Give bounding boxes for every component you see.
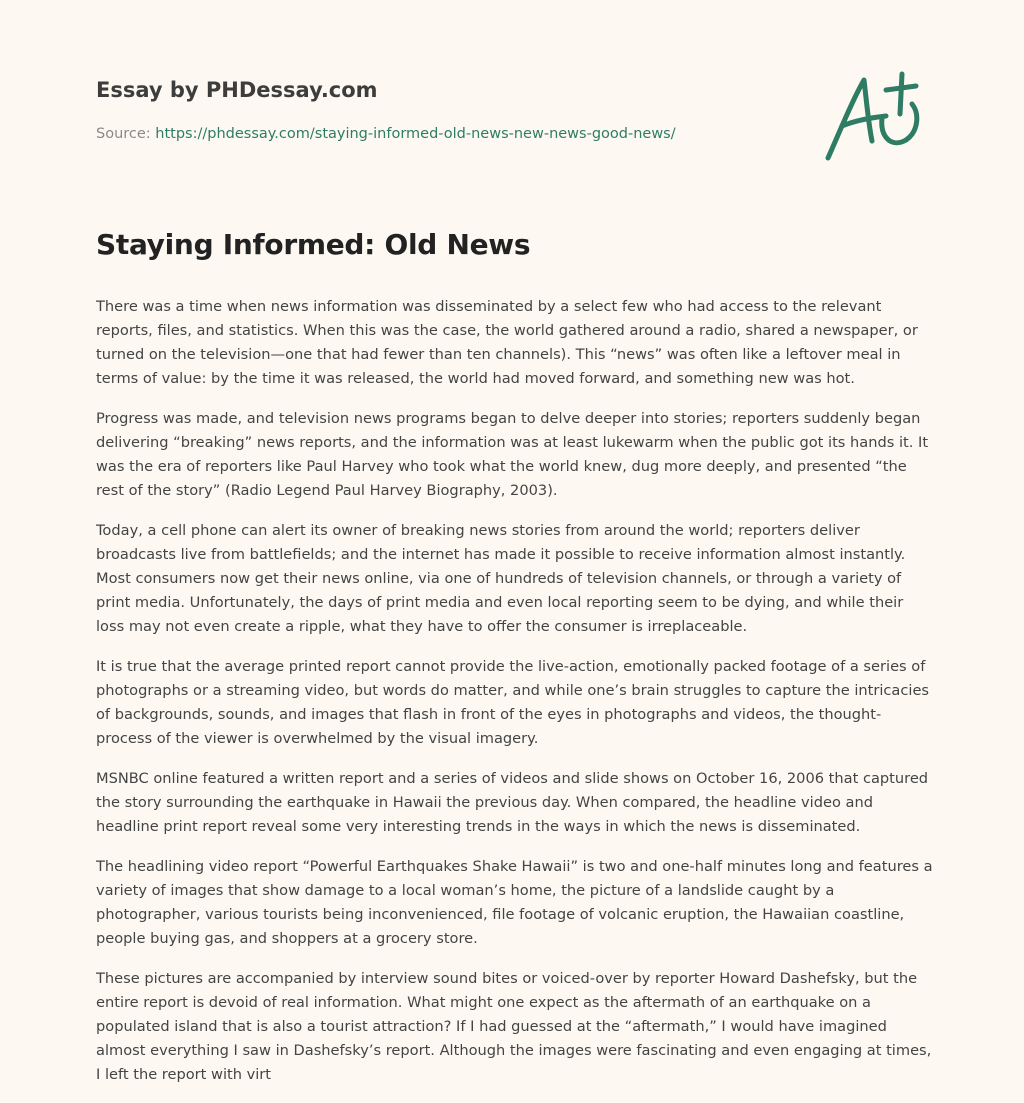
- essay-title: Staying Informed: Old News: [96, 228, 531, 261]
- a-plus-grade-icon: [820, 66, 930, 166]
- essay-paragraph: It is true that the average printed report cannot provide the live-action, emotionally packed footage of a series of photographs or a streaming video, but words do matter, and while one’s brain struggles to capture the intricacies of backgrounds, sounds, and images that flash in front of the eyes in photographs and videos, the thought-process of the viewer is overwhelmed by the visual imagery.: [96, 658, 930, 747]
- essay-paragraph: There was a time when news information was disseminated by a select few who had access to the relevant reports, files, and statistics. When this was the case, the world gathered around a radio, shared a newspaper, or turned on the television—one that had fewer than ten channels). This “news” was often like a leftover meal in terms of value: by the time it was released, the world had moved forward, and something new was hot.: [96, 298, 918, 387]
- site-brand: Essay by PHDessay.com: [96, 78, 378, 102]
- essay-paragraph: Progress was made, and television news programs began to delve deeper into stories; reporters suddenly began delivering “breaking” news reports, and the information was at least lukewarm when the public got its hands it. It was the era of reporters like Paul Harvey who took what the world knew, dug more deeply, and presented “the rest of the story” (Radio Legend Paul Harvey Biography, 2003).: [96, 410, 929, 499]
- source-link[interactable]: https://phdessay.com/staying-informed-old-news-new-news-good-news/: [155, 126, 676, 142]
- essay-header: [96, 76, 796, 144]
- essay-paragraph: These pictures are accompanied by interview sound bites or voiced-over by reporter Howard Dashefsky, but the entire report is devoid of real information. What might one expect as the aftermath of an earthquake on a populated island that is also a tourist attraction? If I had guessed at the “aftermath,” I would have imagined almost everything I saw in Dashefsky’s report. Although the images were fascinating and even engaging at times, I left the report with virt: [96, 970, 932, 1083]
- source-line: [96, 124, 796, 144]
- essay-body: [96, 226, 936, 1103]
- source-label: Source:: [96, 126, 151, 142]
- essay-paragraph: Today, a cell phone can alert its owner of breaking news stories from around the world; reporters deliver broadcasts live from battlefields; and the internet has made it possible to receive information almost instantly. Most consumers now get their news online, via one of hundreds of television channels, or through a variety of print media. Unfortunately, the days of print media and even local reporting seem to be dying, and while their loss may not even create a ripple, what they have to offer the consumer is irreplaceable.: [96, 522, 906, 635]
- essay-paragraph: The headlining video report “Powerful Earthquakes Shake Hawaii” is two and one-half minutes long and features a variety of images that show damage to a local woman’s home, the picture of a landslide caught by a photographer, various tourists being inconvenienced, file footage of volcanic eruption, the Hawaiian coastline, people buying gas, and shoppers at a grocery store.: [96, 858, 933, 947]
- essay-paragraph: MSNBC online featured a written report and a series of videos and slide shows on October 16, 2006 that captured the story surrounding the earthquake in Hawaii the previous day. When compared, the headline video and headline print report reveal some very interesting trends in the ways in which the news is disseminated.: [96, 770, 929, 835]
